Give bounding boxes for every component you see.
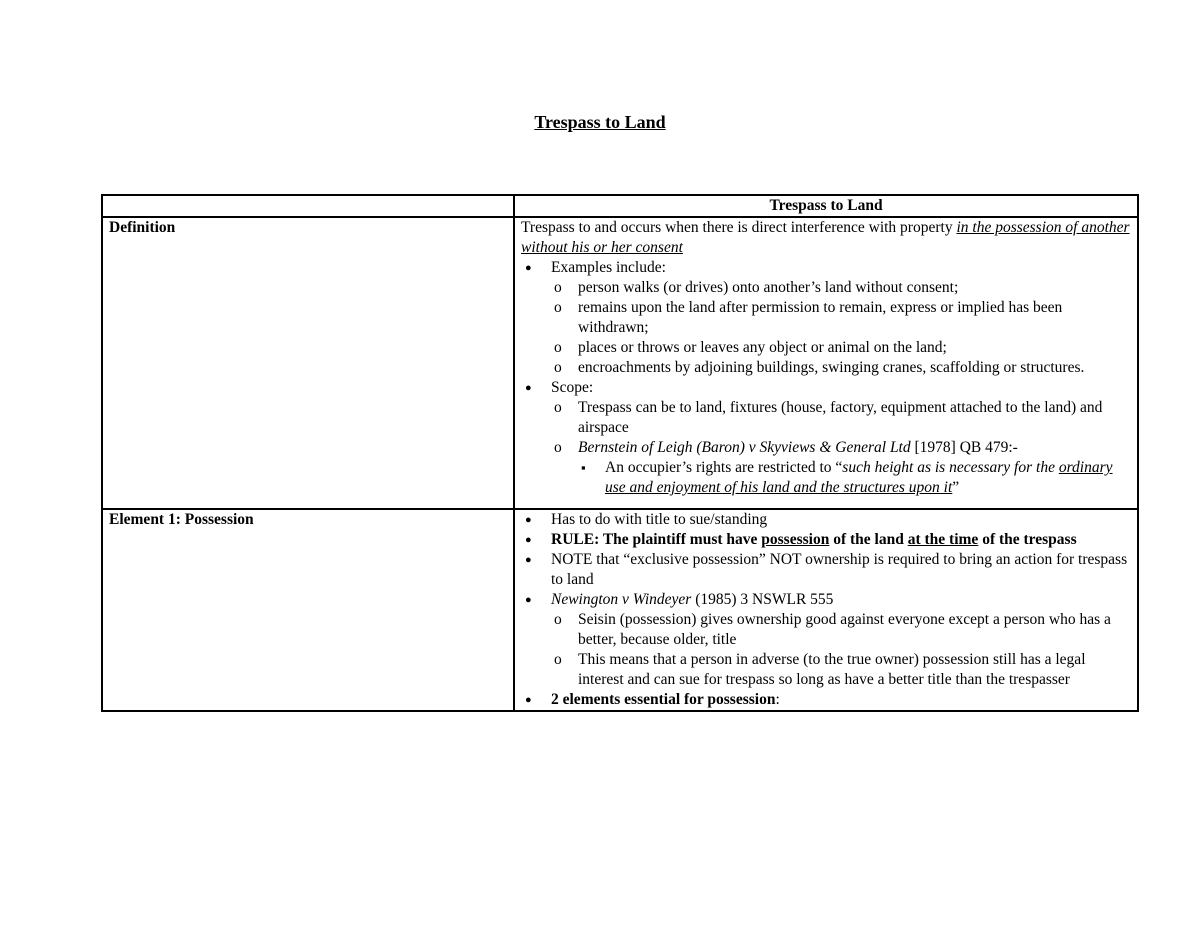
list-item: ● RULE: The plaintiff must have possession of the land at the time of the trespass xyxy=(521,530,1131,550)
list-item: o Seisin (possession) gives ownership good against everyone except a person who has a better, because older, title xyxy=(521,610,1131,650)
list-item: ▪ An occupier’s rights are restricted to “such height as is necessary for the ordinary use and enjoyment of his land and the structures upon it” xyxy=(521,458,1131,498)
list-item: o person walks (or drives) onto another’s land without consent; xyxy=(521,278,1131,298)
list-item: o Trespass can be to land, fixtures (house, factory, equipment attached to the land) and airspace xyxy=(521,398,1131,438)
spacer xyxy=(521,498,1131,508)
list-item: ● Newington v Windeyer (1985) 3 NSWLR 555 xyxy=(521,590,1131,610)
definition-label: Definition xyxy=(102,217,514,509)
element1-list xyxy=(521,510,1131,710)
list-item: ● 2 elements essential for possession: xyxy=(521,690,1131,710)
list-item: o This means that a person in adverse (to the true owner) possession still has a legal interest and can sue for trespass so long as have a better title than the trespasser xyxy=(521,650,1131,690)
list-item: o encroachments by adjoining buildings, swinging cranes, scaffolding or structures. xyxy=(521,358,1131,378)
header-left-cell xyxy=(102,195,514,217)
definition-row xyxy=(102,217,1138,509)
list-item: ● Scope: xyxy=(521,378,1131,398)
notes-table xyxy=(101,194,1139,712)
element1-label: Element 1: Possession xyxy=(102,509,514,711)
definition-content xyxy=(514,217,1138,509)
table-header: Trespass to Land xyxy=(514,195,1138,217)
list-item: ● Examples include: xyxy=(521,258,1131,278)
element1-row xyxy=(102,509,1138,711)
definition-intro: Trespass to and occurs when there is direct interference with property in the possession of another without his or her consent xyxy=(521,219,1130,256)
list-item: o remains upon the land after permission to remain, express or implied has been withdrawn; xyxy=(521,298,1131,338)
table-header-row xyxy=(102,195,1138,217)
list-item: ● Has to do with title to sue/standing xyxy=(521,510,1131,530)
list-item: ● NOTE that “exclusive possession” NOT ownership is required to bring an action for trespass to land xyxy=(521,550,1131,590)
definition-list xyxy=(521,258,1131,498)
document-title: Trespass to Land xyxy=(534,112,666,132)
list-item: o places or throws or leaves any object or animal on the land; xyxy=(521,338,1131,358)
list-item: o Bernstein of Leigh (Baron) v Skyviews & General Ltd [1978] QB 479:- xyxy=(521,438,1131,458)
element1-content xyxy=(514,509,1138,711)
